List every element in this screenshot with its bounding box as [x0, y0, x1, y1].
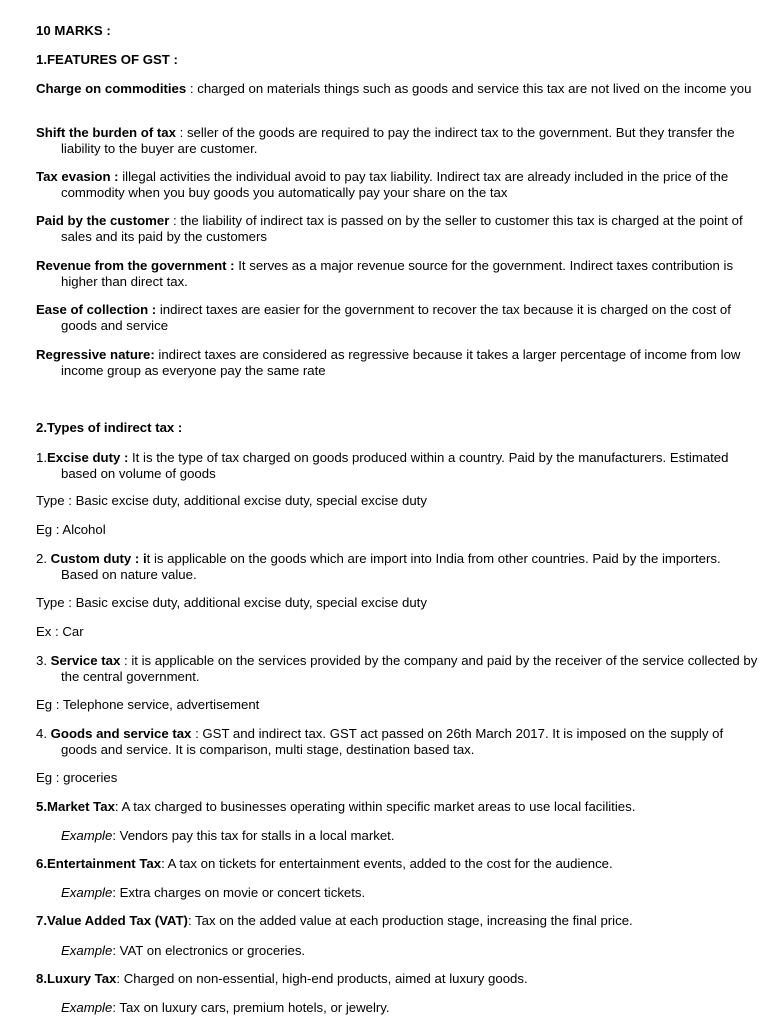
example-label: Example — [61, 885, 113, 900]
feature-term: Paid by the customer — [36, 213, 170, 228]
type-num: 1. — [36, 450, 47, 465]
type-term: Excise duty : — [47, 450, 129, 465]
feature-text: seller of the goods are required to pay the indirect tax to the government. But they transfer the liability to the buyer are customer. — [61, 125, 735, 156]
excise-eg-line: Eg : Alcohol — [36, 522, 106, 537]
type-term: 6.Entertainment Tax — [36, 856, 162, 871]
market-example — [36, 828, 761, 844]
type-market-tax — [36, 799, 761, 815]
feature-text: It serves as a major revenue source for the government. Indirect taxes contribution is higher than direct tax. — [61, 258, 734, 289]
feature-tax-evasion — [36, 169, 761, 201]
type-term: Service tax — [50, 653, 121, 668]
type-text: : it is applicable on the services provided by the company and paid by the receiver of the service collected by the central government. — [61, 653, 758, 684]
vat-example — [36, 943, 761, 959]
type-term: 8.Luxury Tax — [36, 971, 117, 986]
feature-charge-on-commodities — [36, 81, 761, 97]
feature-text: the liability of indirect tax is passed on by the seller to customer this tax is charged at the point of sales and its paid by the customers — [61, 213, 743, 244]
feature-term: Regressive nature: — [36, 347, 155, 362]
type-term: Goods and service tax — [50, 726, 192, 741]
type-term: 5.Market Tax — [36, 799, 115, 814]
service-eg-line: Eg : Telephone service, advertisement — [36, 697, 260, 712]
type-term: Custom duty : i — [50, 551, 147, 566]
type-text: : A tax charged to businesses operating within specific market areas to use local facilities. — [114, 799, 636, 814]
example-text: : Tax on luxury cars, premium hotels, or jewelry. — [112, 1000, 390, 1015]
type-num: 3. — [36, 653, 51, 668]
type-text: t is applicable on the goods which are import into India from other countries. Paid by the importers. Based on nature value. — [61, 551, 721, 582]
entertainment-example — [36, 885, 761, 901]
feature-term: Ease of collection : — [36, 302, 157, 317]
feature-text: charged on materials things such as goods and service this tax are not lived on the income you — [197, 81, 752, 96]
feature-regressive-nature — [36, 347, 761, 379]
type-text: : Charged on non-essential, high-end products, aimed at luxury goods. — [116, 971, 528, 986]
feature-term: Tax evasion : — [36, 169, 119, 184]
type-goods-and-service-tax — [36, 726, 761, 758]
example-text: : Vendors pay this tax for stalls in a local market. — [112, 828, 395, 843]
marks-heading: 10 MARKS : — [36, 23, 111, 38]
type-service-tax — [36, 653, 761, 685]
type-value-added-tax — [36, 913, 761, 929]
section2-title: 2.Types of indirect tax : — [36, 420, 183, 435]
type-text: It is the type of tax charged on goods produced within a country. Paid by the manufacturers. Estimated based on volume of goods — [61, 450, 729, 481]
example-label: Example — [61, 1000, 113, 1015]
gst-eg-line: Eg : groceries — [36, 770, 118, 785]
feature-sep: : — [175, 125, 187, 140]
example-label: Example — [61, 943, 113, 958]
type-excise-duty — [36, 450, 761, 482]
type-text: : Tax on the added value at each production stage, increasing the final price. — [187, 913, 633, 928]
feature-paid-by-customer — [36, 213, 761, 245]
feature-sep: : — [186, 81, 198, 96]
excise-type-line: Type : Basic excise duty, additional excise duty, special excise duty — [36, 493, 427, 508]
feature-term: Revenue from the government : — [36, 258, 235, 273]
example-label: Example — [61, 828, 113, 843]
feature-shift-burden — [36, 125, 761, 157]
feature-sep: : — [169, 213, 181, 228]
type-num: 2. — [36, 551, 51, 566]
section1-title: 1.FEATURES OF GST : — [36, 52, 178, 67]
feature-ease-of-collection — [36, 302, 761, 334]
luxury-example — [36, 1000, 761, 1016]
custom-type-line: Type : Basic excise duty, additional excise duty, special excise duty — [36, 595, 427, 610]
feature-revenue — [36, 258, 761, 290]
type-custom-duty — [36, 551, 761, 583]
type-term: 7.Value Added Tax (VAT) — [36, 913, 188, 928]
feature-text: illegal activities the individual avoid to pay tax liability. Indirect tax are already included in the price of the commodity when you buy goods you automatically pay your share on the tax — [61, 169, 729, 200]
type-luxury-tax — [36, 971, 761, 987]
example-text: : VAT on electronics or groceries. — [112, 943, 306, 958]
feature-term: Charge on commodities — [36, 81, 187, 96]
type-text: : A tax on tickets for entertainment events, added to the cost for the audience. — [161, 856, 613, 871]
type-entertainment-tax — [36, 856, 761, 872]
type-num: 4. — [36, 726, 51, 741]
feature-text: indirect taxes are considered as regressive because it takes a larger percentage of income from low income group as everyone pay the same rate — [61, 347, 741, 378]
example-text: : Extra charges on movie or concert tickets. — [112, 885, 366, 900]
feature-term: Shift the burden of tax — [36, 125, 176, 140]
feature-text: indirect taxes are easier for the government to recover the tax because it is charged on the cost of goods and service — [61, 302, 731, 333]
type-text: : GST and indirect tax. GST act passed on 26th March 2017. It is imposed on the supply of goods and service. It is comparison, multi stage, destination based tax. — [61, 726, 724, 757]
custom-ex-line: Ex : Car — [36, 624, 84, 639]
